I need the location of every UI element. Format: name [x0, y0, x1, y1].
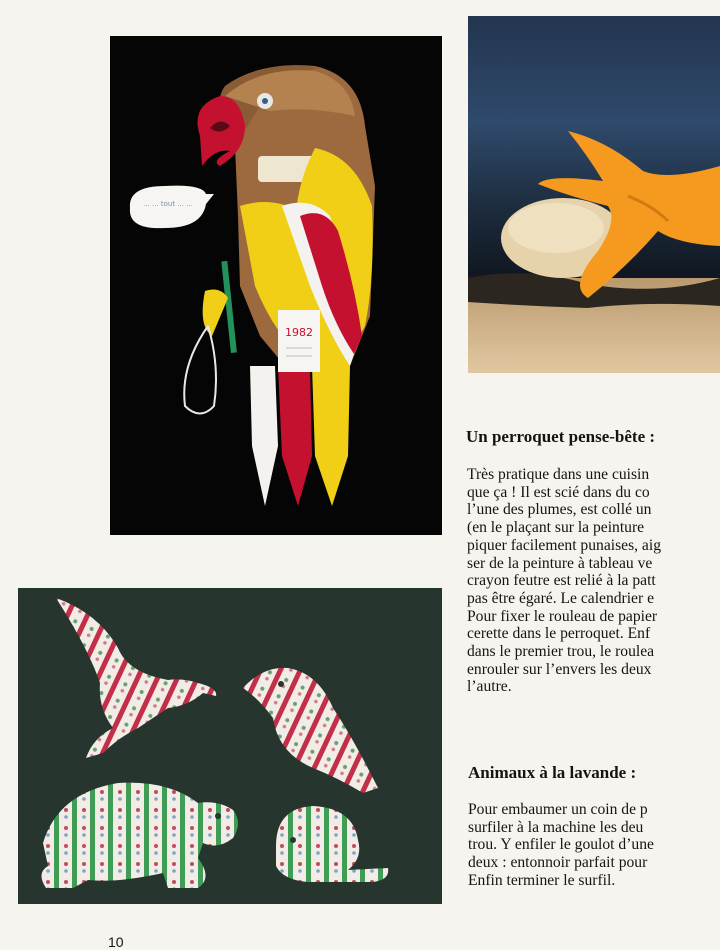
section-heading-parrot: Un perroquet pense-bête : — [466, 427, 656, 446]
speech-bubble-text: ... ... tout ... ... — [143, 200, 193, 208]
calendar — [278, 310, 320, 372]
page-number: 10 — [108, 934, 124, 950]
starfish-illustration — [468, 16, 720, 373]
section-body-lavender: Pour embaumer un coin de p surfiler à la machine les deu trou. Y enfiler le goulot d’une deux : entonnoir parfait pour Enfin terminer le surfil. — [468, 801, 654, 889]
starfish-beach-photo — [468, 16, 720, 373]
parrot-photo — [110, 36, 442, 535]
calendar-year: 1982 — [285, 326, 313, 339]
section-body-parrot: Très pratique dans une cuisin que ça ! Il est scié dans du co l’une des plumes, est collé un (en le plaçant sur la peinture piquer facilement punaises, aig ser de la peinture à tableau ve crayon feutre est relié à la patt pas être égaré. Le calendrier e Pour fixer le rouleau de papier cerette dans le perroquet. Enf dans le premier trou, le roulea enrouler sur l’envers les deux l’autre. — [467, 466, 661, 696]
section-heading-lavender: Animaux à la lavande : — [468, 763, 637, 782]
parrot-illustration — [110, 36, 442, 535]
lavender-animals-photo — [18, 588, 442, 904]
lavender-animals-illustration — [18, 588, 442, 904]
